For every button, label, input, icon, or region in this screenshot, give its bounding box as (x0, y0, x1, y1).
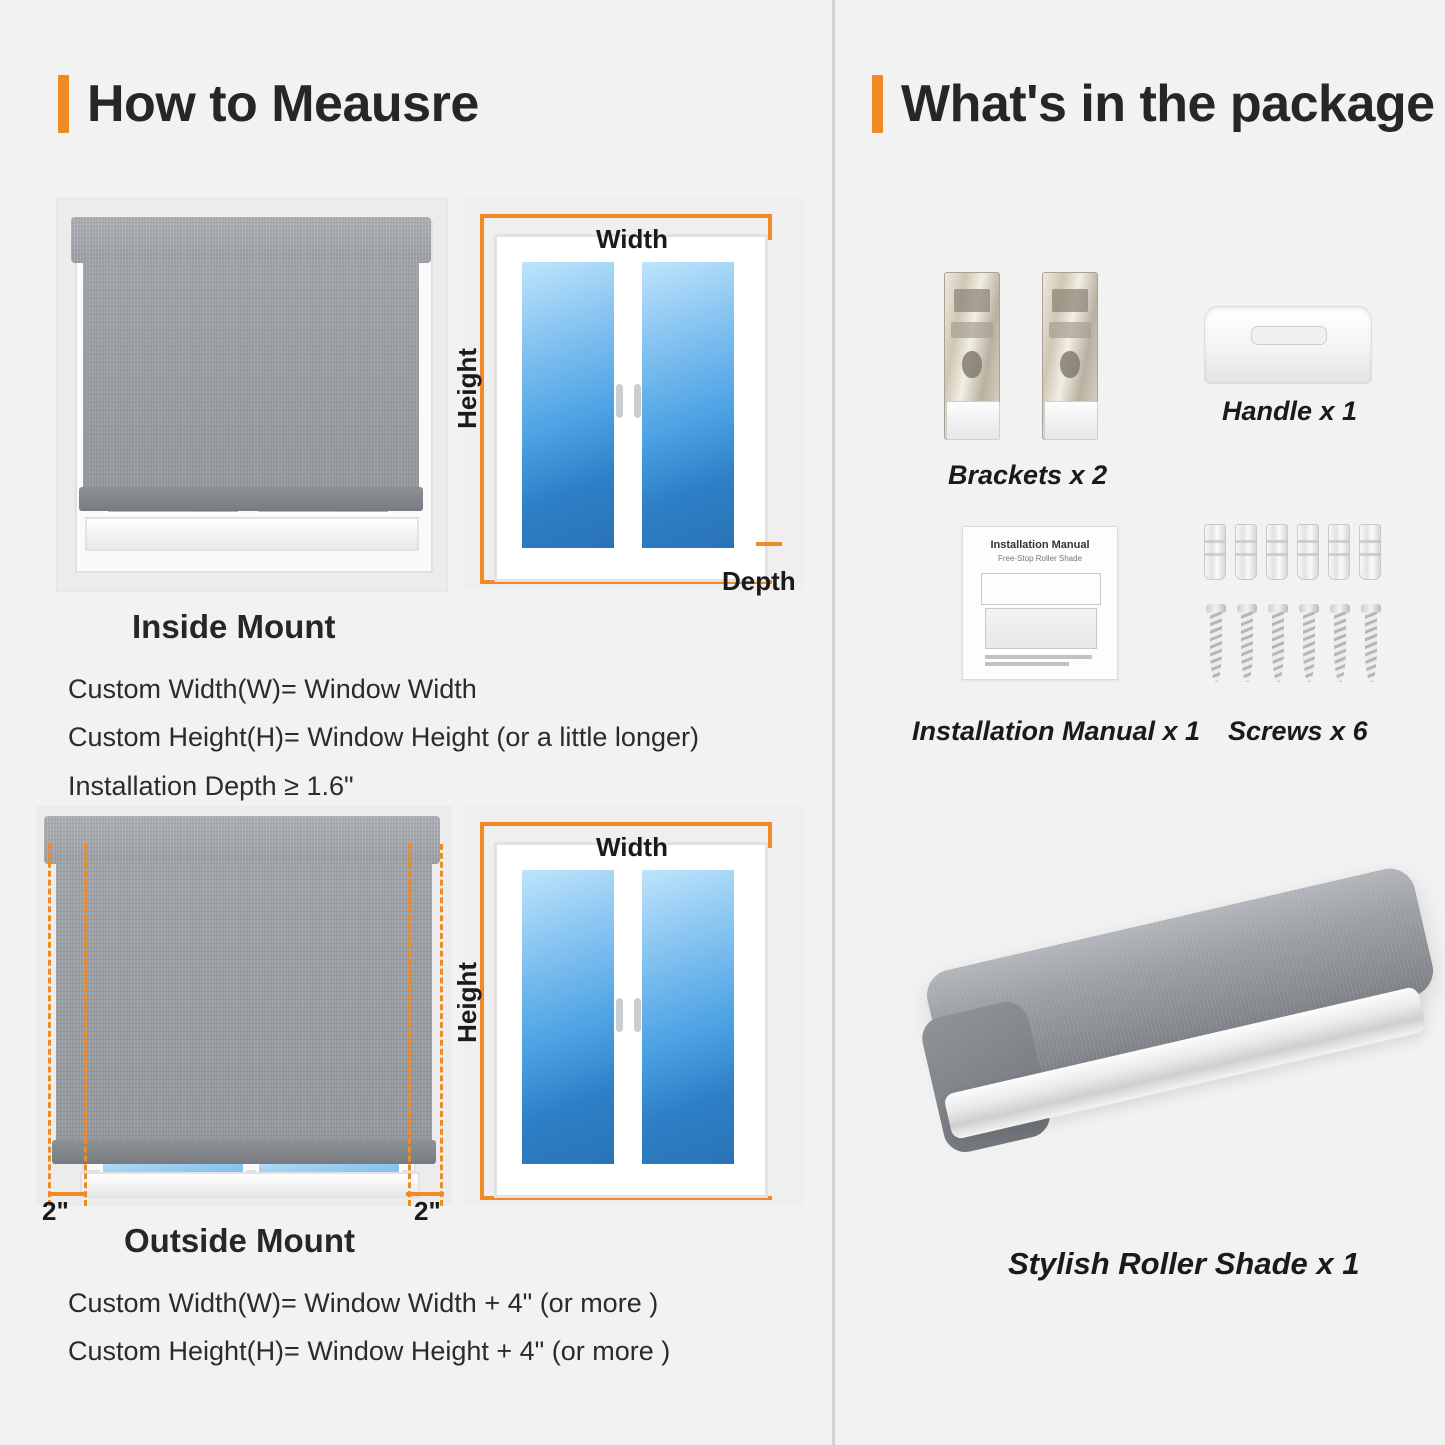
right-heading (872, 74, 1435, 134)
window-sill (85, 517, 419, 551)
window-sash-left (514, 254, 622, 556)
manual-text-line-2 (985, 662, 1070, 666)
outside-mount-measure-diagram (452, 806, 804, 1206)
right-heading-text: What's in the package (901, 75, 1435, 133)
outside-sash-right (634, 862, 742, 1172)
screw (1206, 604, 1226, 682)
outside-mount-title: Outside Mount (124, 1222, 355, 1259)
outside-mount-line-2: Custom Height(H)= Window Height + 4" (or more ) (68, 1336, 671, 1367)
screw-shaft (1241, 612, 1252, 682)
overhang-label-right: 2" (414, 1196, 441, 1226)
anchor-rib (1359, 540, 1381, 543)
overhang-dash-right-inner (408, 844, 411, 1206)
anchor-rib (1204, 540, 1226, 543)
anchor-rib (1235, 540, 1257, 543)
outside-height-label: Height (452, 962, 482, 1043)
screw (1330, 604, 1350, 682)
anchor-rib (1328, 540, 1350, 543)
outside-shade-bottom-rail (52, 1140, 436, 1164)
inside-mount-line-1: Custom Width(W)= Window Width (68, 674, 477, 704)
window-handle-right (634, 384, 641, 418)
brackets-caption: Brackets x 2 (948, 460, 1108, 490)
accent-bar-right (872, 75, 883, 133)
overhang-dash-right-outer (440, 844, 443, 1206)
inside-width-label: Width (596, 224, 668, 254)
handle-grip (1251, 326, 1327, 345)
wall-anchor (1266, 524, 1288, 580)
screw-shaft (1303, 612, 1314, 682)
manual-title-text: Installation Manual (990, 539, 1090, 551)
inside-mount-measure-diagram (452, 198, 804, 596)
screw-shaft (1210, 612, 1221, 682)
manual-text-line-1 (985, 655, 1093, 659)
outside-window-handle-left (616, 998, 623, 1032)
screw-shaft (1272, 612, 1283, 682)
inside-mount-title: Inside Mount (132, 608, 336, 645)
manual-subtitle-text: Free-Stop Roller Shade (997, 554, 1083, 563)
wall-anchor (1297, 524, 1319, 580)
bracket-hole (962, 351, 981, 378)
anchor-rib (1235, 553, 1257, 556)
outside-window-sill (80, 1172, 420, 1198)
inside-mount-line-2: Custom Height(H)= Window Height (or a little longer) (68, 722, 699, 753)
handle-caption: Handle x 1 (1222, 396, 1358, 426)
screw (1361, 604, 1381, 682)
wall-anchor (1235, 524, 1257, 580)
window-sash-right (634, 254, 742, 556)
inside-mount-illustration (56, 198, 448, 592)
anchor-body (1266, 524, 1288, 580)
screws-caption: Screws x 6 (1228, 716, 1368, 746)
outside-width-label: Width (596, 832, 668, 862)
anchor-rib (1266, 540, 1288, 543)
wall-anchor (1328, 524, 1350, 580)
bracket-2 (1042, 272, 1098, 440)
anchor-rib (1359, 553, 1381, 556)
outside-window-handle-right (634, 998, 641, 1032)
bracket-slot-mid (1049, 322, 1092, 337)
outside-shade-fabric (56, 862, 432, 1140)
screws-group (1204, 524, 1394, 684)
inside-mount-text (68, 608, 808, 805)
anchor-rib (1328, 553, 1350, 556)
roller-shade-product (930, 890, 1430, 1180)
overhang-label-left: 2" (42, 1196, 69, 1226)
wall-anchor (1359, 524, 1381, 580)
handle-part (1204, 306, 1372, 384)
screw (1268, 604, 1288, 682)
anchor-rib (1297, 540, 1319, 543)
overhang-dash-left-outer (48, 844, 51, 1206)
accent-bar (58, 75, 69, 133)
screw-shaft (1334, 612, 1345, 682)
shade-bottom-rail (79, 487, 423, 511)
bracket-base (1044, 401, 1098, 440)
depth-guide-line (756, 542, 782, 546)
outside-mount-line-1: Custom Width(W)= Window Width + 4" (or more ) (68, 1288, 659, 1318)
left-heading (58, 74, 479, 134)
bracket-slot-top (1052, 289, 1088, 313)
anchor-body (1359, 524, 1381, 580)
shade-valance (71, 217, 431, 263)
outside-width-guide-line (480, 822, 772, 826)
shade-fabric (83, 261, 419, 487)
bracket-slot-top (954, 289, 990, 313)
screw-shaft (1365, 612, 1376, 682)
width-guide-tick-right (768, 214, 772, 240)
bracket-hole (1060, 351, 1079, 378)
anchor-rib (1204, 553, 1226, 556)
anchor-body (1328, 524, 1350, 580)
inside-height-label: Height (452, 348, 482, 429)
wall-anchor (1204, 524, 1226, 580)
brackets-group (930, 272, 1110, 442)
width-guide-line (480, 214, 772, 218)
bracket-base (946, 401, 1000, 440)
anchor-rib (1266, 553, 1288, 556)
bracket-slot-mid (951, 322, 994, 337)
manual-diagram-box (981, 573, 1100, 605)
inside-mount-line-3: Installation Depth ≥ 1.6" (68, 770, 354, 801)
anchor-body (1204, 524, 1226, 580)
anchor-body (1235, 524, 1257, 580)
outside-width-tick-right (768, 822, 772, 848)
column-divider (832, 0, 835, 1445)
anchor-rib (1297, 553, 1319, 556)
outside-mount-illustration (36, 806, 452, 1206)
anchor-body (1297, 524, 1319, 580)
bracket-1 (944, 272, 1000, 440)
manual-caption: Installation Manual x 1 (912, 716, 1201, 746)
depth-label: Depth (722, 566, 796, 596)
window-handle-left (616, 384, 623, 418)
overhang-dash-left-inner (84, 844, 87, 1206)
left-heading-text: How to Meausre (87, 75, 479, 133)
screw (1237, 604, 1257, 682)
manual-image-box (985, 608, 1098, 650)
roller-shade-caption: Stylish Roller Shade x 1 (1008, 1246, 1360, 1281)
screw (1299, 604, 1319, 682)
outside-mount-text (68, 1222, 808, 1371)
installation-manual (962, 526, 1118, 680)
outside-sash-left (514, 862, 622, 1172)
outside-shade-valance (44, 816, 440, 864)
